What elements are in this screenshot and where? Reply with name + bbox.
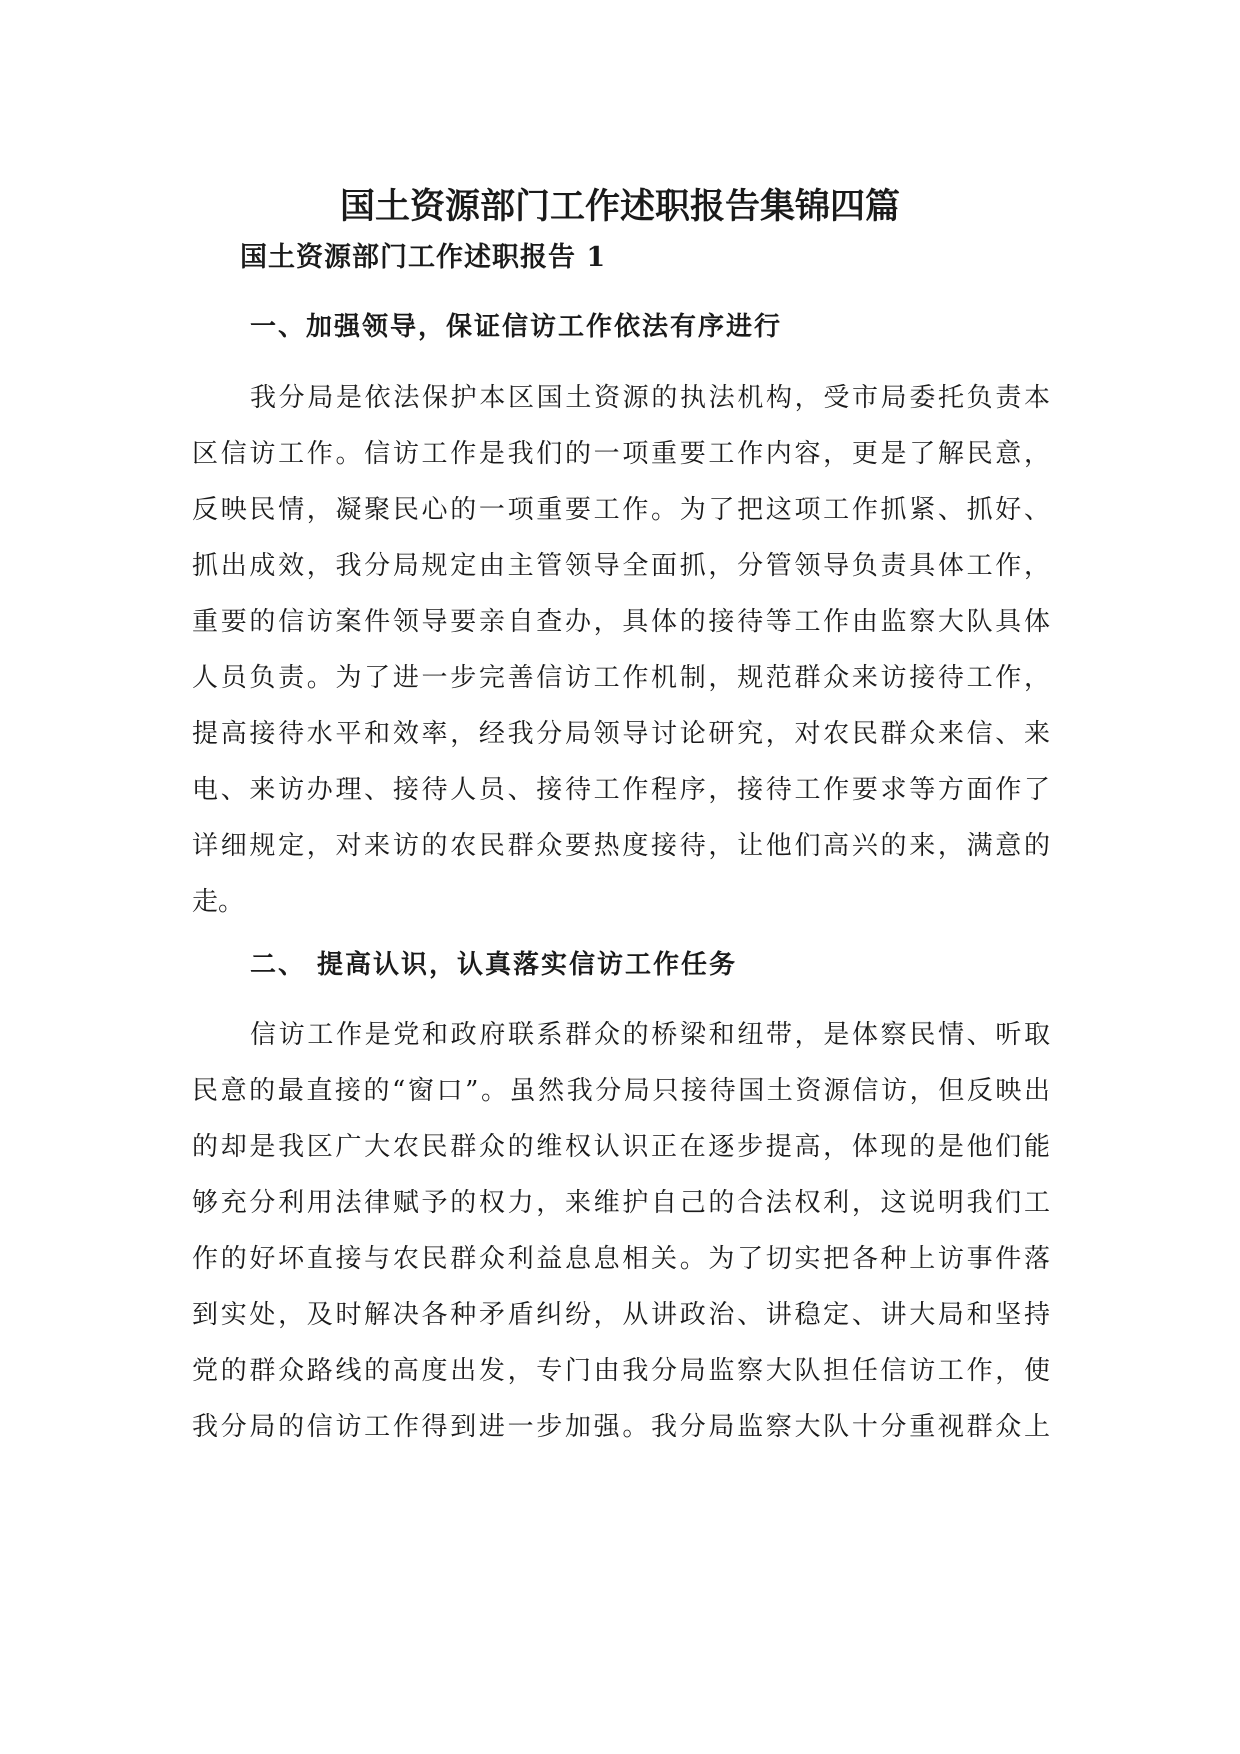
paragraph-line: 我分局的信访工作得到进一步加强。我分局监察大队十分重视群众上 xyxy=(192,1412,1050,1442)
paragraph-line: 走。 xyxy=(192,887,245,917)
paragraph-line: 区信访工作。信访工作是我们的一项重要工作内容，更是了解民意， xyxy=(192,439,1050,469)
paragraph-line: 抓出成效，我分局规定由主管领导全面抓，分管领导负责具体工作， xyxy=(192,551,1050,581)
paragraph-line: 详细规定，对来访的农民群众要热度接待，让他们高兴的来，满意的 xyxy=(192,831,1050,861)
paragraph-line: 电、来访办理、接待人员、接待工作程序，接待工作要求等方面作了 xyxy=(192,775,1050,805)
section-1-paragraph xyxy=(192,370,1050,930)
paragraph-line: 反映民情，凝聚民心的一项重要工作。为了把这项工作抓紧、抓好、 xyxy=(192,495,1050,525)
section-heading-2: 二、 提高认识，认真落实信访工作任务 xyxy=(250,950,738,980)
paragraph-line: 够充分利用法律赋予的权力，来维护自己的合法权利，这说明我们工 xyxy=(192,1188,1050,1218)
report-heading: 国土资源部门工作述职报告 1 xyxy=(240,242,607,273)
paragraph-line: 到实处，及时解决各种矛盾纠纷，从讲政治、讲稳定、讲大局和坚持 xyxy=(192,1300,1050,1330)
paragraph-line: 我分局是依法保护本区国土资源的执法机构，受市局委托负责本 xyxy=(250,383,1050,413)
paragraph-line: 作的好坏直接与农民群众利益息息相关。为了切实把各种上访事件落 xyxy=(192,1244,1050,1274)
paragraph-line: 信访工作是党和政府联系群众的桥梁和纽带，是体察民情、听取 xyxy=(250,1020,1050,1050)
section-2-paragraph xyxy=(192,1007,1050,1455)
paragraph-line: 重要的信访案件领导要亲自查办，具体的接待等工作由监察大队具体 xyxy=(192,607,1050,637)
paragraph-line: 的却是我区广大农民群众的维权认识正在逐步提高，体现的是他们能 xyxy=(192,1132,1050,1162)
document-title: 国土资源部门工作述职报告集锦四篇 xyxy=(339,187,900,227)
section-heading-1: 一、加强领导，保证信访工作依法有序进行 xyxy=(250,312,783,342)
paragraph-line: 提高接待水平和效率，经我分局领导讨论研究，对农民群众来信、来 xyxy=(192,719,1050,749)
paragraph-line: 党的群众路线的高度出发，专门由我分局监察大队担任信访工作，使 xyxy=(192,1356,1050,1386)
paragraph-line: 人员负责。为了进一步完善信访工作机制，规范群众来访接待工作， xyxy=(192,663,1050,693)
paragraph-line: 民意的最直接的“窗口”。虽然我分局只接待国土资源信访，但反映出 xyxy=(192,1076,1050,1106)
